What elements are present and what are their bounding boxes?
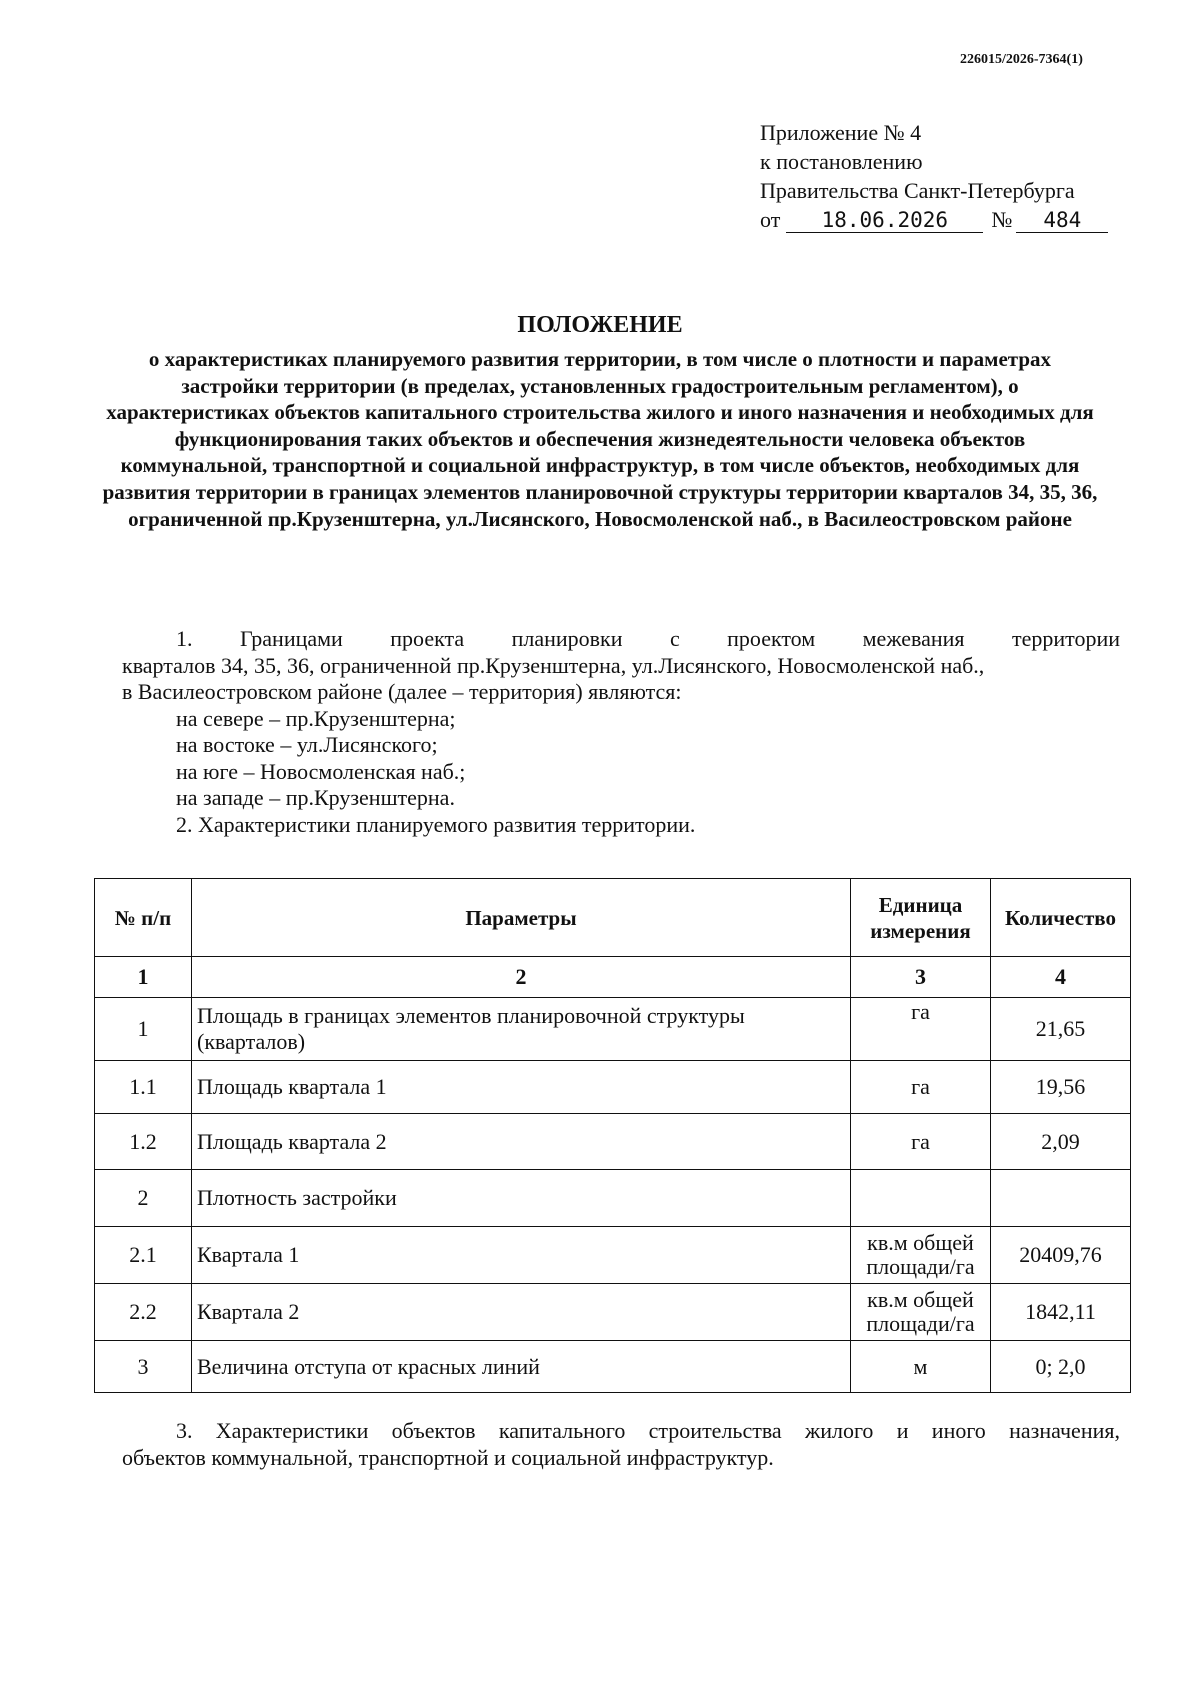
row-parameter: Площадь квартала 2 bbox=[192, 1114, 851, 1170]
header-parameters: Параметры bbox=[192, 879, 851, 957]
index-cell: 1 bbox=[95, 957, 192, 998]
row-parameter: Плотность застройки bbox=[192, 1170, 851, 1227]
table-row bbox=[95, 1227, 1131, 1284]
row-quantity: 20409,76 bbox=[991, 1227, 1131, 1284]
document-id: 226015/2026-7364(1) bbox=[960, 52, 1083, 67]
row-quantity bbox=[991, 1170, 1131, 1227]
table-header-row bbox=[95, 879, 1131, 957]
row-number: 1 bbox=[95, 998, 192, 1061]
parameters-table bbox=[94, 878, 1131, 1393]
row-quantity: 21,65 bbox=[991, 998, 1131, 1061]
boundary-west: на западе – пр.Крузенштерна. bbox=[176, 785, 455, 810]
row-quantity: 2,09 bbox=[991, 1114, 1131, 1170]
document-title: ПОЛОЖЕНИЕ bbox=[517, 312, 683, 338]
row-number: 2 bbox=[95, 1170, 192, 1227]
appendix-block bbox=[760, 118, 1108, 235]
table-index-row bbox=[95, 957, 1131, 998]
row-number: 2.2 bbox=[95, 1284, 192, 1341]
section-1 bbox=[122, 626, 1120, 838]
section-3 bbox=[122, 1418, 1120, 1471]
section-2-heading: 2. Характеристики планируемого развития территории. bbox=[176, 811, 696, 837]
row-unit: га bbox=[851, 1061, 991, 1114]
appendix-line-1: Приложение № 4 bbox=[760, 120, 922, 145]
boundary-south: на юге – Новосмоленская наб.; bbox=[176, 758, 466, 784]
appendix-line-3: Правительства Санкт-Петербурга bbox=[760, 178, 1075, 203]
section-3-line-2: объектов коммунальной, транспортной и социальной инфраструктур. bbox=[122, 1444, 774, 1470]
row-quantity: 19,56 bbox=[991, 1061, 1131, 1114]
table-row bbox=[95, 1284, 1131, 1341]
appendix-signature-row bbox=[760, 205, 1108, 235]
table-row bbox=[95, 998, 1131, 1061]
header-unit: Единица измерения bbox=[851, 879, 991, 957]
boundary-east: на востоке – ул.Лисянского; bbox=[176, 732, 438, 757]
index-cell: 4 bbox=[991, 957, 1131, 998]
section-3-line-1: 3. Характеристики объектов капитального строительства жилого и иного назначения, bbox=[176, 1418, 1120, 1443]
row-parameter: Квартала 1 bbox=[192, 1227, 851, 1284]
index-cell: 3 bbox=[851, 957, 991, 998]
number-label: № bbox=[991, 207, 1013, 232]
table-row bbox=[95, 1114, 1131, 1170]
index-cell: 2 bbox=[192, 957, 851, 998]
row-parameter: Площадь квартала 1 bbox=[192, 1061, 851, 1114]
table-row bbox=[95, 1170, 1131, 1227]
row-parameter: Величина отступа от красных линий bbox=[192, 1341, 851, 1393]
boundary-north: на севере – пр.Крузенштерна; bbox=[176, 705, 456, 731]
document-subtitle: о характеристиках планируемого развития территории, в том числе о плотности и параметрах застройки территории (в пределах, установленных градостроительным регламентом), о характеристиках объектов капитального строительства жилого и иного назначения и необходимых для функционирования таких объектов и обеспечения жизнедеятельности человека объектов коммунальной, транспортной и социальной инфраструктур, в том числе объектов, необходимых для развития территории в границах элементов планировочной структуры территории кварталов 34, 35, 36, ограниченной пр.Крузенштерна, ул.Лисянского, Новосмоленской наб., в Василеостровском районе bbox=[102, 347, 1098, 531]
row-unit: кв.м общей площади/га bbox=[851, 1284, 991, 1341]
section-1-line-3: в Василеостровском районе (далее – территория) являются: bbox=[122, 679, 682, 704]
table-row bbox=[95, 1341, 1131, 1393]
row-unit: кв.м общей площади/га bbox=[851, 1227, 991, 1284]
row-number: 1.2 bbox=[95, 1114, 192, 1170]
row-number: 1.1 bbox=[95, 1061, 192, 1114]
row-unit bbox=[851, 1170, 991, 1227]
row-number: 2.1 bbox=[95, 1227, 192, 1284]
row-quantity: 1842,11 bbox=[991, 1284, 1131, 1341]
appendix-line-2: к постановлению bbox=[760, 149, 923, 174]
row-parameter: Квартала 2 bbox=[192, 1284, 851, 1341]
header-quantity: Количество bbox=[991, 879, 1131, 957]
from-label: от bbox=[760, 207, 781, 232]
section-1-line-2: кварталов 34, 35, 36, ограниченной пр.Крузенштерна, ул.Лисянского, Новосмоленской наб., bbox=[122, 652, 985, 678]
row-unit: га bbox=[851, 998, 991, 1061]
row-number: 3 bbox=[95, 1341, 192, 1393]
row-unit: га bbox=[851, 1114, 991, 1170]
header-number: № п/п bbox=[95, 879, 192, 957]
row-unit: м bbox=[851, 1341, 991, 1393]
section-1-line-1: 1. Границами проекта планировки с проектом межевания территории bbox=[176, 626, 1120, 651]
decree-number: 484 bbox=[1016, 208, 1108, 233]
row-quantity: 0; 2,0 bbox=[991, 1341, 1131, 1393]
decree-date: 18.06.2026 bbox=[786, 208, 983, 233]
row-parameter: Площадь в границах элементов планировочной структуры (кварталов) bbox=[192, 998, 851, 1061]
table-row bbox=[95, 1061, 1131, 1114]
